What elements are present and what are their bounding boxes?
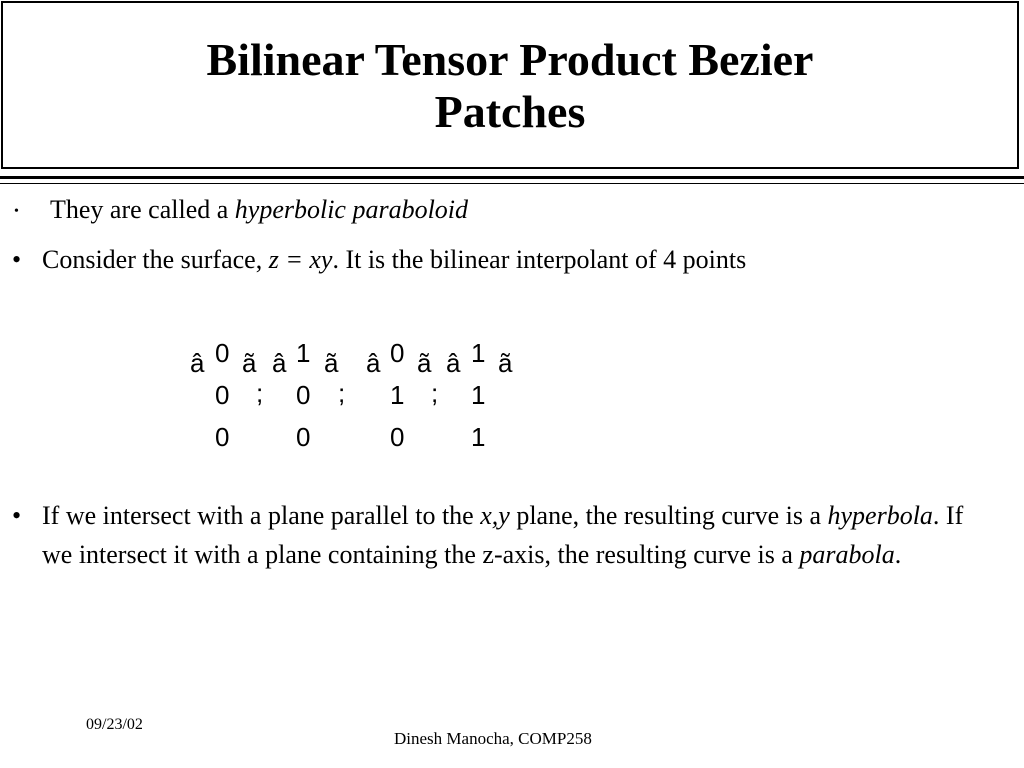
matrix-entry: 0 <box>215 422 230 452</box>
footer-author: Dinesh Manocha, COMP258 <box>394 729 592 748</box>
bracket-open: â <box>190 348 205 378</box>
matrix-separator: ; <box>431 378 439 408</box>
bullet-text-plain: . If we intersect it with a plane containing the z-axis, the resulting curve is a <box>42 501 964 569</box>
matrix-entry: 0 <box>215 380 230 410</box>
bullet-text-rest: . It is the bilinear interpolant of 4 points <box>332 245 747 274</box>
bullet-dot: • <box>12 245 22 274</box>
bullet-dot: • <box>14 204 19 219</box>
bracket-open: â <box>446 348 461 378</box>
bullet-math: z = xy <box>268 245 333 274</box>
matrix-entry: 1 <box>390 380 405 410</box>
title-line-2: Patches <box>434 86 586 137</box>
bracket-open: â <box>272 348 287 378</box>
matrix-entry: 1 <box>471 422 486 452</box>
bullet-text-plain: . <box>894 540 902 569</box>
matrix-separator: ; <box>338 378 346 408</box>
bracket-close: ã <box>417 348 432 378</box>
bullet-text-emphasis: hyperbolic paraboloid <box>234 195 469 224</box>
divider-thin <box>0 183 1024 184</box>
matrix-entry: 1 <box>471 380 486 410</box>
matrix-superscript: 1 <box>296 338 311 368</box>
matrix-entry: 0 <box>390 422 405 452</box>
bullet-text <box>42 240 746 279</box>
slide-title <box>207 32 814 138</box>
bullet-text-plain: They are called a <box>50 195 235 224</box>
footer-date: 09/23/02 <box>86 716 143 733</box>
bullet-text <box>42 496 982 574</box>
bullet-text-emphasis: x,y <box>480 501 510 530</box>
divider-thick <box>0 176 1024 179</box>
bullet-text-emphasis: hyperbola <box>827 501 933 530</box>
title-box <box>1 1 1019 169</box>
bullet-text-plain: plane, the resulting curve is a <box>509 501 828 530</box>
matrix-superscript: 0 <box>215 338 230 368</box>
bullet-text-plain: Consider the surface, <box>42 245 269 274</box>
title-line-1: Bilinear Tensor Product Bezier <box>206 34 814 85</box>
bullet-dot: • <box>12 501 22 530</box>
bullet-text <box>50 190 468 229</box>
matrix-superscript: 0 <box>390 338 405 368</box>
bracket-close: ã <box>324 348 339 378</box>
bullet-text-plain: If we intersect with a plane parallel to the <box>42 501 481 530</box>
bullet-text-emphasis: parabola <box>799 540 895 569</box>
matrix-entry: 0 <box>296 380 311 410</box>
matrix-superscript: 1 <box>471 338 486 368</box>
bracket-open: â <box>366 348 381 378</box>
bracket-close: ã <box>498 348 513 378</box>
matrix-entry: 0 <box>296 422 311 452</box>
control-points-matrix <box>186 336 526 456</box>
matrix-separator: ; <box>256 378 264 408</box>
bracket-close: ã <box>242 348 257 378</box>
